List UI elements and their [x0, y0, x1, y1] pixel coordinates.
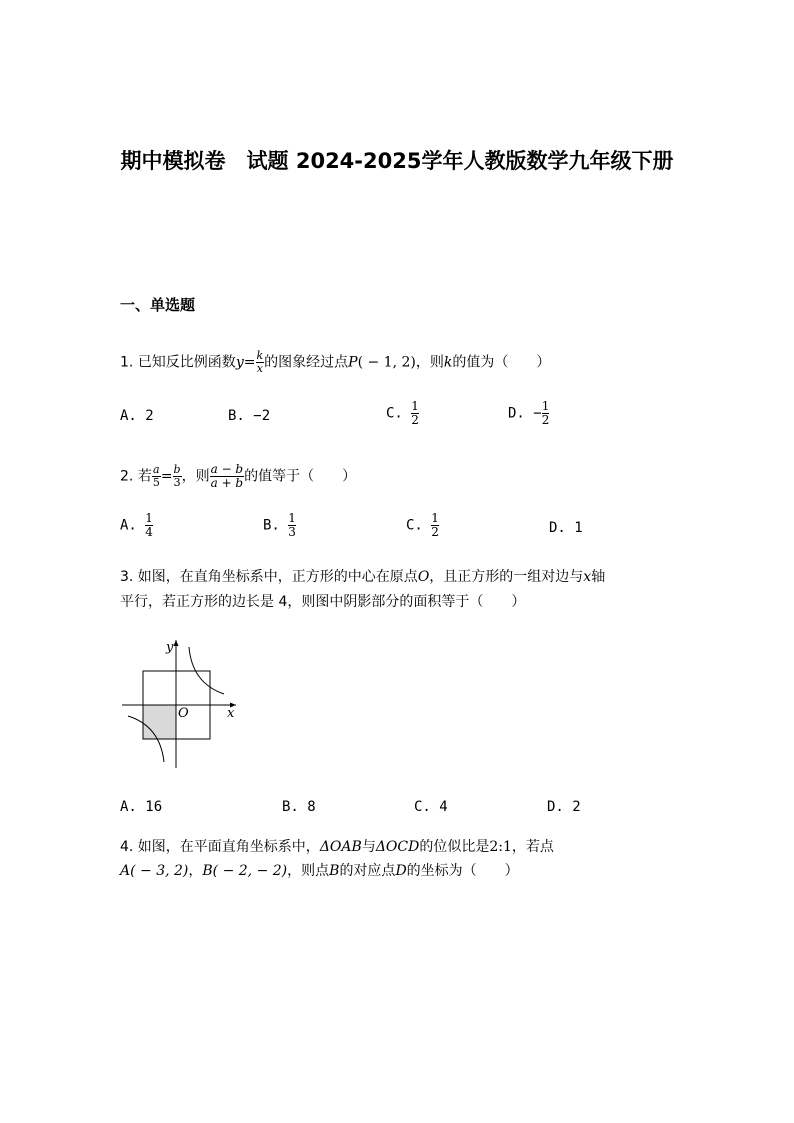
q4-text-mid: 的位似比是: [419, 839, 490, 855]
q4-point-b: B( − 2, − 2): [202, 863, 288, 879]
q2-text-mid: ，则: [181, 468, 210, 485]
q1-option-c: [386, 400, 419, 427]
q4-Bp: B: [329, 863, 340, 879]
q3-O: O: [417, 569, 430, 585]
q3-option-a: A. 16: [120, 799, 163, 815]
q2-option-c: [406, 512, 439, 539]
q3-text-post: 轴: [591, 569, 606, 585]
q1-text-mid2: ，则: [415, 354, 444, 371]
q2-a: a: [153, 463, 160, 476]
q4-text-mid: ，则点: [287, 863, 330, 879]
q1-P: P: [348, 354, 358, 371]
q3-text-mid: ，且正方形的一组对边与: [429, 569, 584, 585]
q2-a-num: 1: [145, 511, 153, 525]
q1-y: y: [235, 354, 244, 371]
q1-d-fraction: [542, 400, 550, 427]
q1-d-num: 1: [541, 399, 550, 413]
q1-text-pre: 已知反比例函数: [137, 354, 236, 371]
q2-text-post: 的值等于（ ）: [244, 468, 357, 485]
x-axis-label: x: [227, 706, 235, 721]
q2-c-label: C.: [406, 517, 423, 534]
q4-tri2: ΔOCD: [375, 839, 420, 855]
q2-five: 5: [152, 476, 160, 489]
question-2: [120, 463, 356, 490]
q3-text-pre: 3. 如图，在直角坐标系中，正方形的中心在原点: [120, 569, 418, 585]
q2-option-d: D. 1: [549, 520, 583, 536]
q4-text-post: 的坐标为（ ）: [406, 863, 519, 879]
q4-text-pre: 4. 如图，在平面直角坐标系中，: [120, 839, 320, 855]
q2-frac-main: [210, 463, 245, 490]
q2-top: a − b: [210, 462, 244, 476]
q1-frac-num: k: [256, 349, 264, 362]
q1-eq: =: [243, 354, 256, 371]
q2-c-fraction: [431, 512, 439, 539]
question-3-line2: 平行，若正方形的边长是 4，则图中阴影部分的面积等于（ ）: [120, 594, 526, 610]
q1-c-num: 1: [411, 399, 419, 413]
y-axis-label: y: [166, 640, 174, 655]
q2-frac-b3: [173, 464, 182, 489]
q1-c-fraction: [411, 400, 419, 427]
q1-d-den: 2: [541, 413, 550, 427]
question-4-line1: [120, 836, 554, 856]
q1-fraction: [255, 350, 264, 375]
q3-figure: [118, 636, 242, 770]
q2-eq: =: [160, 468, 173, 485]
q4-point-a: A( − 3, 2): [120, 863, 189, 879]
q1-text-mid: 的图象经过点: [264, 354, 349, 371]
question-4-line2: [120, 860, 519, 880]
q3-option-b: B. 8: [282, 799, 316, 815]
q1-point: ( − 1, 2): [357, 354, 416, 371]
q2-c-den: 2: [431, 525, 439, 539]
q1-c-den: 2: [411, 413, 419, 427]
question-1: [120, 350, 550, 375]
q1-option-b: B. −2: [228, 408, 271, 424]
q2-b-num: 1: [288, 511, 296, 525]
q3-option-c: C. 4: [414, 799, 448, 815]
q1-option-d: [508, 400, 549, 427]
q2-a-den: 4: [145, 525, 153, 539]
q4-comma: ，: [188, 863, 203, 879]
q2-b-den: 3: [288, 525, 296, 539]
q1-frac-den: x: [256, 362, 263, 375]
q4-with: 与: [361, 839, 376, 855]
q2-option-b: [263, 512, 296, 539]
q3-option-d: D. 2: [547, 799, 581, 815]
q2-option-a: [120, 512, 153, 539]
q2-b-label: B.: [263, 517, 280, 534]
q2-b: b: [173, 463, 181, 476]
q2-a-fraction: [145, 512, 153, 539]
shaded-region: [143, 705, 176, 739]
q4-tri1: ΔOAB: [319, 839, 362, 855]
q3-x: x: [583, 569, 592, 585]
q2-c-num: 1: [431, 511, 439, 525]
q2-b-fraction: [288, 512, 296, 539]
q4-text-mid2: 的对应点: [339, 863, 396, 879]
question-3-line1: [120, 566, 605, 586]
q4-D: D: [395, 863, 407, 879]
y-axis-arrow: [174, 640, 179, 646]
q1-number: 1.: [120, 354, 134, 371]
q2-frac-a5: [152, 464, 161, 489]
q1-k: k: [443, 354, 453, 371]
q2-number: 2.: [120, 468, 134, 485]
q2-three: 3: [173, 476, 181, 489]
q1-c-label: C.: [386, 405, 403, 422]
q1-option-a: A. 2: [120, 408, 154, 424]
q2-text-pre: 若: [137, 468, 152, 485]
q4-ratio: 2:1: [489, 839, 512, 855]
origin-label: O: [178, 706, 189, 721]
q1-text-post: 的值为（ ）: [452, 354, 551, 371]
page-title: 期中模拟卷 试题 2024-2025学年人教版数学九年级下册: [120, 149, 674, 173]
q1-d-label: D.: [508, 405, 525, 422]
q4-text-post: ，若点: [511, 839, 554, 855]
q2-a-label: A.: [120, 517, 137, 534]
q1-d-sign: −: [533, 405, 542, 422]
section-heading: 一、单选题: [120, 296, 196, 314]
q2-bottom: a + b: [210, 476, 244, 490]
